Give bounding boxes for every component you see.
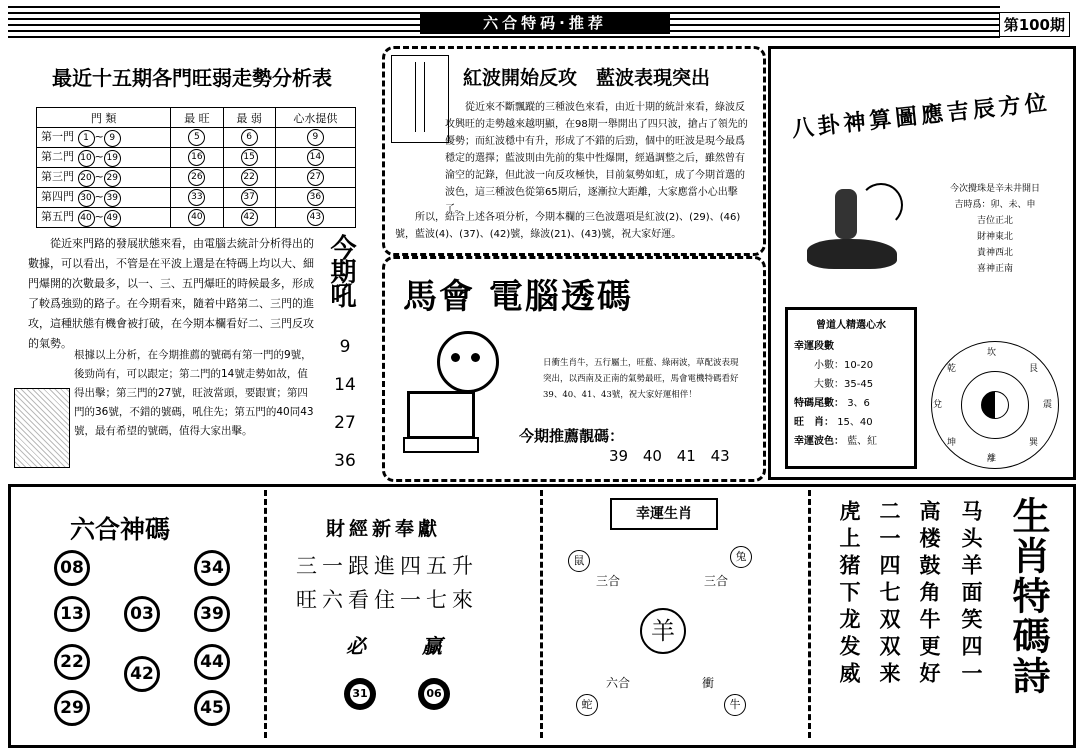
best-cell: 5 xyxy=(188,129,205,146)
computer-numbers xyxy=(609,447,730,465)
jinqi-number: 9 xyxy=(339,337,351,357)
fortune-panel xyxy=(768,46,1076,480)
poem-title: 生肖特碼詩 xyxy=(1006,496,1051,696)
caijing-ball: 31 xyxy=(344,678,376,710)
tip-cell: 36 xyxy=(307,189,324,206)
divider xyxy=(808,490,811,738)
waves-paragraph-1: 從近來不斷飄蹤的三種波色來看，由近十期的統計來看，綠波反攻興旺的走勢越來越明顯，在98期一舉開出了四只波，搶占了領先的優勢；而紅波穩中有升，形成了不錯的后勁，個中的旺波是現今最爲穩定的選擇；藍波則由先前的集中性爆開，經過調整之后，雖然曾有淪空的記錄，但此波一向反攻極快，目前氣勢如虹，成了今期首選的波色，這三種波色從第65期后，逐漸拉大距離，大家應當小心出擊了。 xyxy=(445,102,748,215)
issue-number: 第100期 xyxy=(999,12,1070,37)
lucky-item: 旺 肖： 15、40 xyxy=(794,417,873,428)
weak-cell: 37 xyxy=(241,189,258,206)
computer-text: 日衝生肖牛，五行屬土，旺藍、綠兩波，草配波表現突出，以西南及正南的氣勢最旺，馬會電機特碼看好39、40、41、43號，祝大家好運相伴！ xyxy=(543,358,739,400)
range-start: 40 xyxy=(78,210,95,227)
table-row: 第四門 30 ~ 39 33 37 36 xyxy=(37,188,356,208)
col-header: 心水提供 xyxy=(275,108,355,128)
fortune-line: 喜神正南 xyxy=(976,264,1013,274)
poem-line: 虎上猪下龙发威 xyxy=(837,500,861,689)
weak-cell: 42 xyxy=(241,209,258,226)
range-start: 10 xyxy=(78,150,95,167)
poem-line: 二一四七双双来 xyxy=(877,500,901,689)
zodiac-relation: 三合 xyxy=(596,574,621,588)
jinqi-numbers xyxy=(330,328,360,480)
lucky-item: 小數：10-20 xyxy=(814,360,874,371)
liuhe-ball: 29 xyxy=(54,690,90,726)
lucky-item: 特碼尾數： 3、6 xyxy=(794,398,870,409)
bagua-label: 震 xyxy=(1043,400,1053,410)
table-row: 第五門 40 ~ 49 40 42 43 xyxy=(37,208,356,228)
col-header: 最 旺 xyxy=(171,108,223,128)
fortune-line: 吉位正北 xyxy=(976,216,1013,226)
jinqi-number: 14 xyxy=(334,375,356,395)
waves-title: 紅波開始反攻 藍波表現突出 xyxy=(463,67,711,89)
bagua-label: 艮 xyxy=(1029,364,1039,374)
fortune-line: 吉時爲：卯、未、申 xyxy=(954,200,1036,210)
liuhe-ball: 39 xyxy=(194,596,230,632)
range-end: 49 xyxy=(104,210,121,227)
col-header: 門 類 xyxy=(37,108,171,128)
header-rule xyxy=(8,6,1000,8)
fortune-god-illustration xyxy=(14,388,70,468)
lucky-item: 幸運波色： 藍、紅 xyxy=(794,436,878,447)
analysis-title: 最近十五期各門旺弱走勢分析表 xyxy=(52,66,332,90)
computer-number: 41 xyxy=(676,447,696,465)
liuhe-ball: 42 xyxy=(124,656,160,692)
computer-title: 馬會 電腦透碼 xyxy=(403,277,633,317)
weak-cell: 15 xyxy=(241,149,258,166)
header-bar xyxy=(0,0,1080,42)
table-row: 第三門 20 ~ 29 26 22 27 xyxy=(37,168,356,188)
col-header: 最 弱 xyxy=(223,108,275,128)
fortune-line: 財神東北 xyxy=(976,232,1013,242)
weak-cell: 22 xyxy=(241,169,258,186)
row-label: 第一門 xyxy=(41,130,74,143)
best-cell: 33 xyxy=(188,189,205,206)
range-end: 29 xyxy=(104,170,121,187)
liuhe-ball: 03 xyxy=(124,596,160,632)
best-cell: 16 xyxy=(188,149,205,166)
best-cell: 26 xyxy=(188,169,205,186)
waves-panel xyxy=(382,46,766,256)
analysis-table xyxy=(36,107,356,228)
scroll-icon xyxy=(391,55,449,143)
lucky-item: 幸運段數 xyxy=(794,341,834,352)
zodiac-title: 幸運生肖 xyxy=(610,498,718,530)
weak-cell: 6 xyxy=(241,129,258,146)
tip-cell: 14 xyxy=(307,149,324,166)
liuhe-ball: 45 xyxy=(194,690,230,726)
range-end: 19 xyxy=(104,150,121,167)
poem-line: 马头羊面笑四一 xyxy=(959,500,983,689)
bagua-label: 兌 xyxy=(933,400,943,410)
fortune-line: 貴神西北 xyxy=(976,248,1013,258)
header-rule xyxy=(8,36,1000,38)
caijing-ying: 贏 xyxy=(422,634,442,658)
row-label: 第四門 xyxy=(41,190,74,203)
bagua-label: 坤 xyxy=(947,438,957,448)
zodiac-relation: 衝 xyxy=(702,676,715,690)
divider xyxy=(540,490,543,738)
liuhe-ball: 22 xyxy=(54,644,90,680)
lucky-item: 大數：35-45 xyxy=(814,379,874,390)
caijing-title: 財經新奉獻 xyxy=(326,518,442,540)
range-start: 30 xyxy=(78,190,95,207)
divider xyxy=(264,490,267,738)
jinqi-label: 今期吼 xyxy=(326,234,356,306)
caijing-line-2: 旺六看住一七來 xyxy=(296,588,478,612)
zodiac-relation: 三合 xyxy=(704,574,729,588)
table-header xyxy=(37,108,356,128)
liuhe-ball: 08 xyxy=(54,550,90,586)
bagua-label: 離 xyxy=(987,454,997,464)
bagua-label: 巽 xyxy=(1029,438,1039,448)
computer-number: 43 xyxy=(710,447,730,465)
liuhe-ball: 13 xyxy=(54,596,90,632)
lucky-box xyxy=(785,307,917,469)
analysis-panel xyxy=(8,48,376,478)
range-start: 20 xyxy=(78,170,95,187)
header-banner: 六合特码·推荐 xyxy=(420,12,670,34)
row-label: 第五門 xyxy=(41,210,74,223)
row-label: 第二門 xyxy=(41,150,74,163)
caijing-line-1: 三一跟進四五升 xyxy=(296,554,478,578)
fortune-title: 八卦神算圖應吉辰方位 xyxy=(790,89,1052,143)
table-row: 第二門 10 ~ 19 16 15 14 xyxy=(37,148,356,168)
zodiac-relation: 六合 xyxy=(606,676,631,690)
tip-cell: 27 xyxy=(307,169,324,186)
zodiac-rabbit-icon: 兔 xyxy=(730,546,752,568)
liuhe-title: 六合神碼 xyxy=(70,515,171,544)
computer-mascot-illustration xyxy=(403,329,523,459)
zodiac-snake-icon: 蛇 xyxy=(576,694,598,716)
liuhe-ball: 44 xyxy=(194,644,230,680)
bagua-compass-icon xyxy=(931,341,1061,471)
tip-cell: 9 xyxy=(307,129,324,146)
tip-cell: 43 xyxy=(307,209,324,226)
waves-paragraph-2: 所以，結合上述各項分析，今期本欄的三色波選項是紅波(2)、(29)、(46)號，藍波(4)、(37)、(42)號，綠波(21)、(43)號，祝大家好運。 xyxy=(395,212,741,240)
analysis-paragraph-1: 從近來門路的發展狀態來看，由電腦去統計分析得出的數據，可以看出，不管是在平波上還是在特碼上均以大、細門爆開的次數最多，以一、三、五門爆旺的時候最多，形成了較爲強勁的路子。在今期看來，隨着中路第二、三門的進攻，這種狀態有機會被打破，在今期本欄看好二、三門反攻的氣勢。 xyxy=(28,237,314,350)
archer-rider-illustration xyxy=(799,179,909,299)
range-end: 9 xyxy=(104,130,121,147)
row-label: 第三門 xyxy=(41,170,74,183)
range-end: 39 xyxy=(104,190,121,207)
analysis-paragraph-2: 根據以上分析，在今期推薦的號碼有第一門的9號，後勁尚有，可以跟定；第二門的14號走勢如故，值得出擊；第三門的27號，旺波當頭，要跟實；第四門的36號，不錯的號碼，吼住先；第五門的40同43號，最有希望的號碼，值得大家出擊。 xyxy=(74,349,314,437)
jinqi-number: 27 xyxy=(334,413,356,433)
bagua-label: 乾 xyxy=(947,364,957,374)
caijing-bi: 必 xyxy=(346,634,366,658)
poem-line: 高楼鼓角牛更好 xyxy=(917,500,941,689)
caijing-ball: 06 xyxy=(418,678,450,710)
lucky-box-title: 曾道人精選心水 xyxy=(816,320,886,331)
computer-label: 今期推薦靚碼： xyxy=(519,427,625,445)
fortune-line: 今次攪珠是辛未井開日 xyxy=(949,184,1040,194)
best-cell: 40 xyxy=(188,209,205,226)
zodiac-center-sheep: 羊 xyxy=(640,608,686,654)
zodiac-ox-icon: 牛 xyxy=(724,694,746,716)
bagua-label: 坎 xyxy=(987,348,997,358)
fortune-lines xyxy=(925,181,1065,277)
computer-panel xyxy=(382,256,766,482)
computer-number: 39 xyxy=(609,447,629,465)
computer-number: 40 xyxy=(642,447,662,465)
range-start: 1 xyxy=(78,130,95,147)
liuhe-ball: 34 xyxy=(194,550,230,586)
table-row: 第一門 1 ~ 9 5 6 9 xyxy=(37,128,356,148)
jinqi-number: 36 xyxy=(334,451,356,471)
zodiac-rat-icon: 鼠 xyxy=(568,550,590,572)
